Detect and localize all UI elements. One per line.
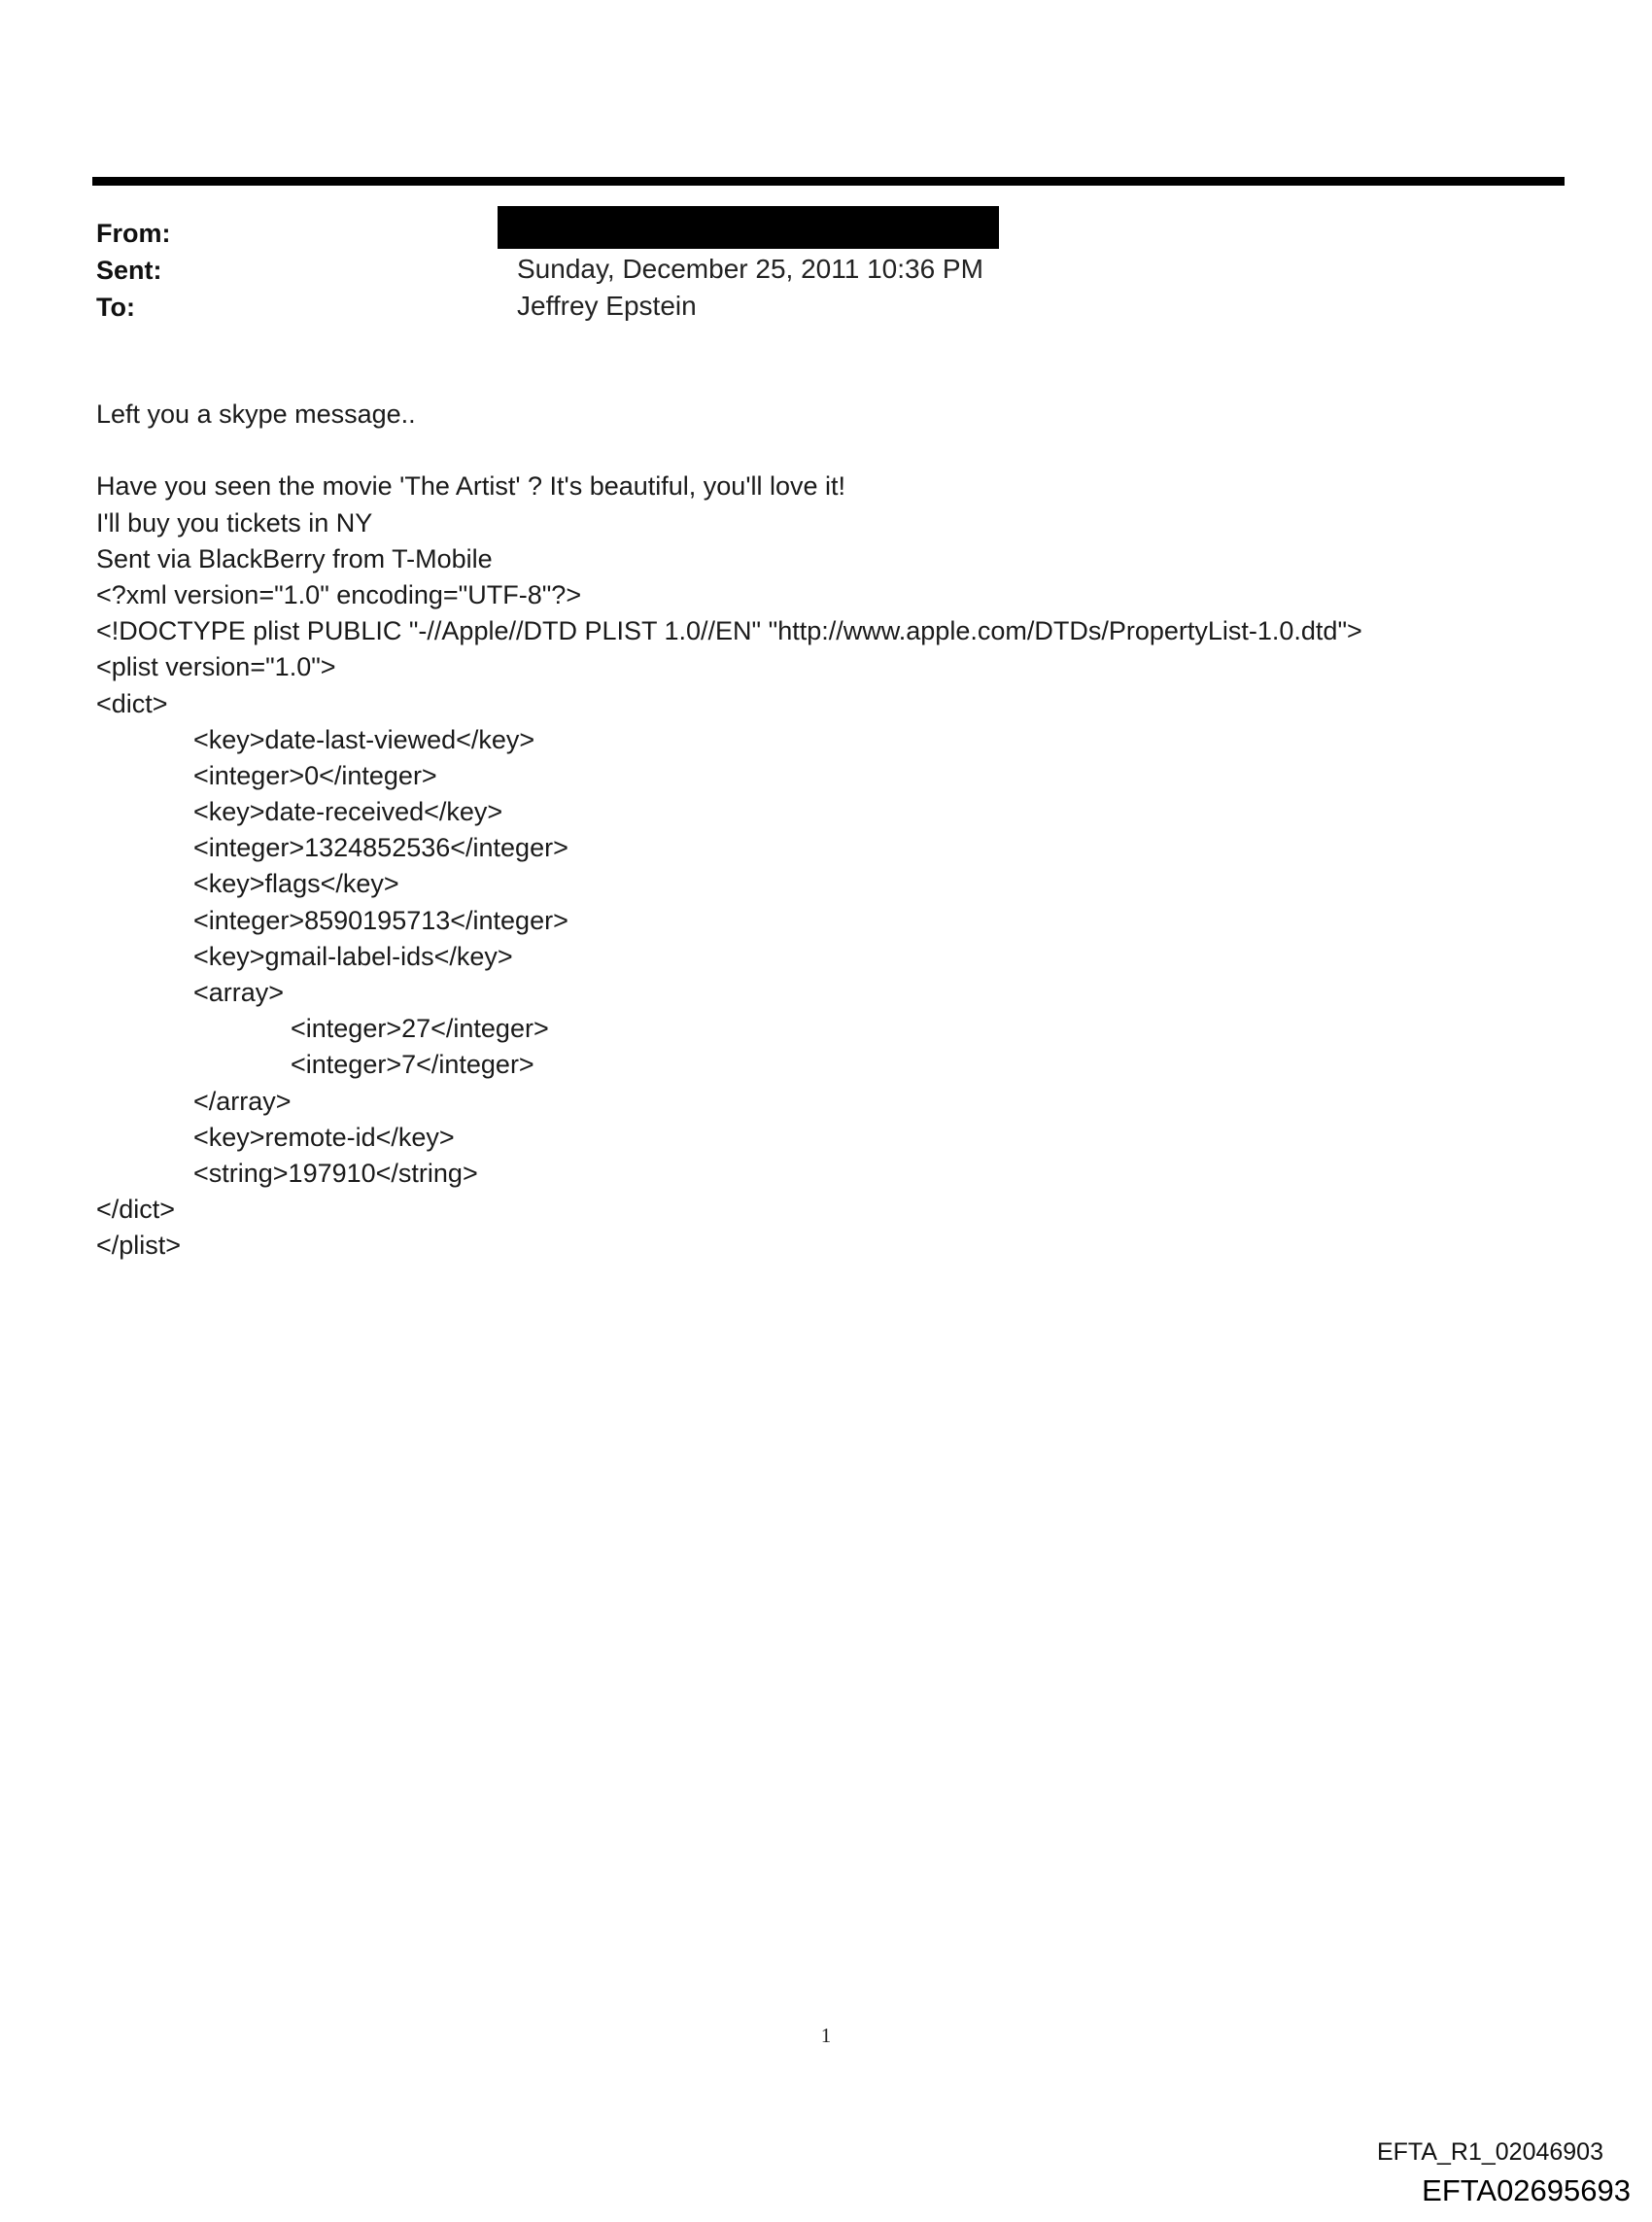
- bates-number-primary: EFTA_R1_02046903: [1376, 2138, 1603, 2166]
- message-body: [96, 397, 1554, 1265]
- plist-line: <integer>1324852536</integer>: [193, 833, 568, 863]
- greeting-line: Left you a skype message..: [96, 399, 416, 429]
- plist-line: <string>197910</string>: [193, 1158, 478, 1188]
- plist-line: <?xml version="1.0" encoding="UTF-8"?>: [96, 579, 582, 609]
- plist-line: </plist>: [96, 1231, 182, 1261]
- plist-line: <integer>27</integer>: [291, 1014, 549, 1044]
- plist-line: <integer>7</integer>: [291, 1050, 534, 1080]
- plist-line: <array>: [193, 978, 285, 1007]
- plist-line: <key>date-last-viewed</key>: [193, 724, 535, 754]
- plist-line: <dict>: [96, 688, 168, 718]
- from-label: From:: [96, 219, 171, 248]
- body-line: Have you seen the movie 'The Artist' ? It's beautiful, you'll love it!: [96, 471, 846, 502]
- sent-label: Sent:: [96, 256, 162, 285]
- header-rule: [92, 177, 1565, 186]
- plist-line: <key>remote-id</key>: [193, 1122, 455, 1152]
- plist-line: <integer>0</integer>: [193, 760, 437, 790]
- plist-line: <integer>8590195713</integer>: [193, 905, 568, 935]
- plist-line: <!DOCTYPE plist PUBLIC "-//Apple//DTD PLIST 1.0//EN" "http://www.apple.com/DTDs/PropertyList-1.0.dtd">: [96, 616, 1362, 646]
- page-number: 1: [820, 2024, 832, 2047]
- to-value: Jeffrey Epstein: [517, 291, 697, 321]
- signature-line: Sent via BlackBerry from T-Mobile: [96, 543, 493, 573]
- bates-number-secondary: EFTA02695693: [1422, 2173, 1631, 2207]
- to-label: To:: [96, 293, 135, 322]
- plist-line: <key>gmail-label-ids</key>: [193, 941, 513, 971]
- body-line: I'll buy you tickets in NY: [96, 507, 373, 538]
- plist-line: </array>: [193, 1086, 292, 1116]
- plist-line: <key>date-received</key>: [193, 797, 503, 827]
- from-redaction: [498, 206, 999, 249]
- plist-line: <key>flags</key>: [193, 869, 399, 899]
- plist-line: </dict>: [96, 1195, 176, 1225]
- sent-value: Sunday, December 25, 2011 10:36 PM: [517, 254, 983, 284]
- plist-line: <plist version="1.0">: [96, 652, 336, 682]
